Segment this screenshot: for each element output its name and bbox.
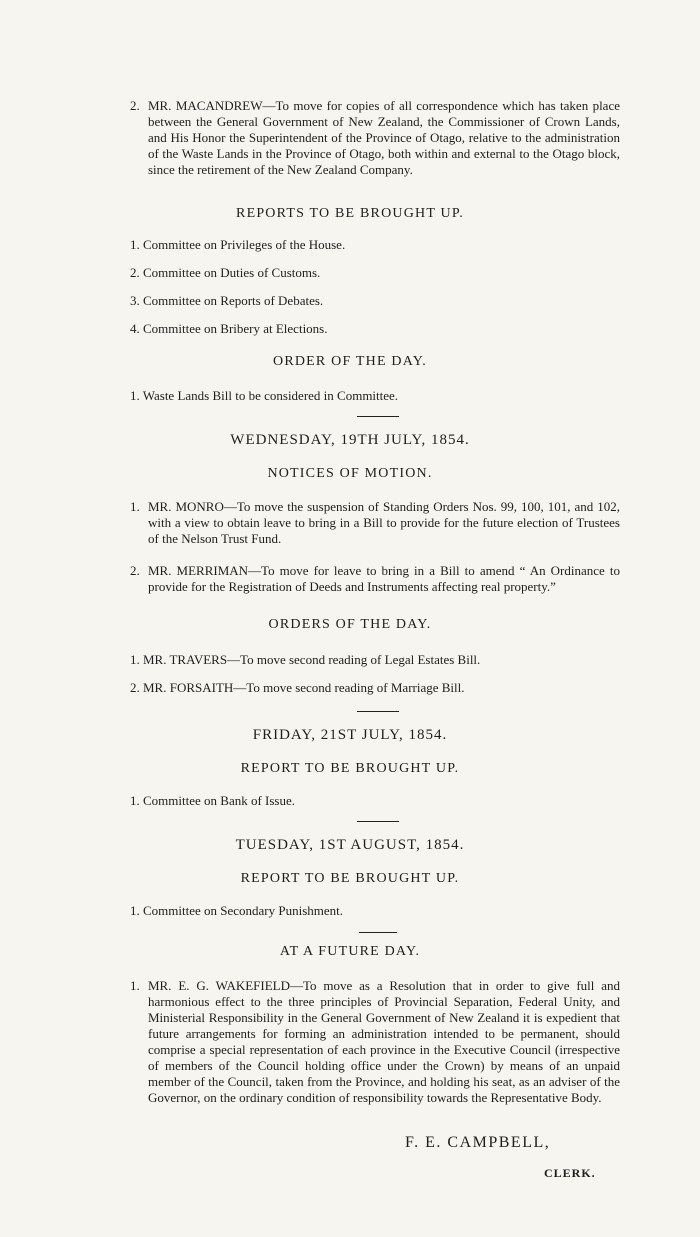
report-item: 3. Committee on Reports of Debates. xyxy=(130,293,324,308)
report-item: 2. Committee on Duties of Customs. xyxy=(130,265,321,280)
motion-wakefield xyxy=(130,978,620,1106)
notice-merriman xyxy=(130,563,620,595)
friday-report-heading: REPORT TO BE BROUGHT UP. xyxy=(240,761,460,776)
motion-text: MR. E. G. WAKEFIELD—To move as a Resolution that in order to give full and harmonious effect to the three principles of Provincial Separation, Federal Unity, and Ministerial Responsibility in the General Government of New Zealand it is expedient that future arrangements for forming an administration intended to be permanent, should comprise a special representation of each province in the Executive Council (irrespective of members of the Council holding office under the Crown) by means of an unpaid member of the Council, taken from the Province, and holding his seat, as an adviser of the Governor, on the ordinary condition of responsibility towards the Representative Body. xyxy=(148,978,620,1105)
report-item: 1. Committee on Privileges of the House. xyxy=(130,237,346,252)
motion-number: 1. xyxy=(130,978,140,993)
notice-monro xyxy=(130,499,620,547)
order-item: 1. Waste Lands Bill to be considered in Committee. xyxy=(130,388,399,403)
tuesday-heading: TUESDAY, 1ST AUGUST, 1854. xyxy=(235,837,465,853)
friday-item: 1. Committee on Bank of Issue. xyxy=(130,793,296,808)
orders-item: 1. MR. TRAVERS—To move second reading of Legal Estates Bill. xyxy=(130,652,481,667)
clerk-signature: F. E. CAMPBELL, xyxy=(405,1134,551,1151)
notice-number: 2. xyxy=(130,563,140,578)
future-heading: AT A FUTURE DAY. xyxy=(279,944,421,959)
reports-heading: REPORTS TO BE BROUGHT UP. xyxy=(236,206,464,221)
clerk-title: CLERK. xyxy=(544,1166,596,1180)
motion-macandrew xyxy=(130,98,620,178)
orders-heading: ORDERS OF THE DAY. xyxy=(268,617,432,632)
section-divider xyxy=(357,821,399,822)
wednesday-heading: WEDNESDAY, 19TH JULY, 1854. xyxy=(230,432,470,448)
notice-text: MR. MONRO—To move the suspension of Standing Orders Nos. 99, 100, 101, and 102, with a view to obtain leave to bring in a Bill to provide for the future election of Trustees of the Nelson Trust Fund. xyxy=(148,499,620,546)
report-item: 4. Committee on Bribery at Elections. xyxy=(130,321,328,336)
order-heading: ORDER OF THE DAY. xyxy=(273,354,427,369)
friday-heading: FRIDAY, 21ST JULY, 1854. xyxy=(252,727,448,743)
section-divider xyxy=(357,711,399,712)
section-divider xyxy=(359,932,397,933)
motion-number: 2. xyxy=(130,98,140,113)
orders-item: 2. MR. FORSAITH—To move second reading of Marriage Bill. xyxy=(130,680,465,695)
notice-number: 1. xyxy=(130,499,140,514)
tuesday-report-heading: REPORT TO BE BROUGHT UP. xyxy=(240,871,460,886)
motion-text: MR. MACANDREW—To move for copies of all correspondence which has taken place between the General Government of New Zealand, the Commissioner of Crown Lands, and His Honor the Superintendent of the Province of Otago, relative to the administration of the Waste Lands in the Province of Otago, both within and external to the Otago block, since the retirement of the New Zealand Company. xyxy=(148,98,620,177)
tuesday-item: 1. Committee on Secondary Punishment. xyxy=(130,903,344,918)
notices-heading: NOTICES OF MOTION. xyxy=(267,466,433,481)
notice-text: MR. MERRIMAN—To move for leave to bring in a Bill to amend “ An Ordinance to provide for the Registration of Deeds and Instruments affecting real property.” xyxy=(148,563,620,594)
section-divider xyxy=(357,416,399,417)
